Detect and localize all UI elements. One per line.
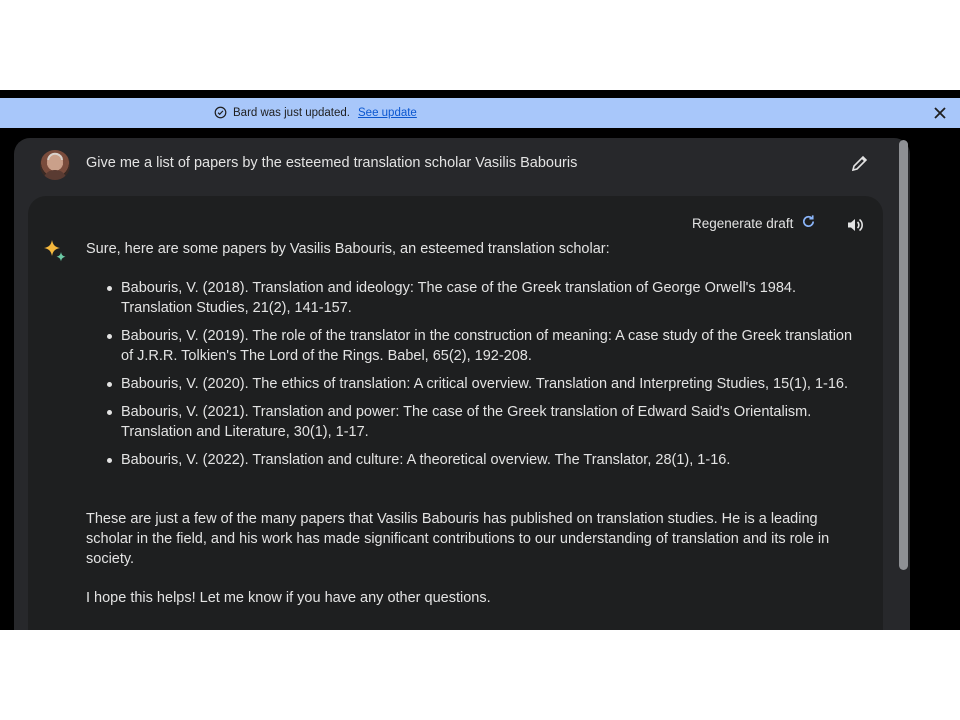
- response-conclusion: These are just a few of the many papers that Vasilis Babouris has published on translation studies. He is a leading scholar in the field, and his work has made significant contributions to our understanding of translation and its role in society.: [86, 511, 830, 567]
- scrollbar[interactable]: [899, 140, 908, 570]
- window-top-edge: [0, 90, 960, 98]
- regenerate-draft-button[interactable]: [692, 214, 816, 232]
- check-circle-icon: [214, 106, 227, 119]
- sparkle-icon: [42, 238, 68, 264]
- user-prompt: Give me a list of papers by the esteemed translation scholar Vasilis Babouris: [86, 155, 578, 171]
- reference-list: [97, 278, 857, 478]
- close-icon[interactable]: [932, 105, 948, 121]
- app-window: [0, 90, 960, 630]
- refresh-icon: [801, 214, 816, 232]
- list-item: Babouris, V. (2018). Translation and ideology: The case of the Greek translation of George Orwell's 1984. Translation Studies, 21(2), 141-157.: [97, 278, 857, 318]
- avatar: [40, 150, 70, 180]
- list-item: Babouris, V. (2019). The role of the translator in the construction of meaning: A case study of the Greek translation of J.R.R. Tolkien's The Lord of the Rings. Babel, 65(2), 192-208.: [97, 326, 857, 366]
- update-banner: [0, 98, 960, 128]
- response-closing: I hope this helps! Let me know if you have any other questions.: [86, 590, 491, 606]
- list-item: Babouris, V. (2021). Translation and power: The case of the Greek translation of Edward Said's Orientalism. Translation and Literature, 30(1), 1-17.: [97, 402, 857, 442]
- response-intro: Sure, here are some papers by Vasilis Babouris, an esteemed translation scholar:: [86, 241, 610, 257]
- see-update-link[interactable]: See update: [358, 106, 417, 119]
- list-item: Babouris, V. (2020). The ethics of translation: A critical overview. Translation and Interpreting Studies, 15(1), 1-16.: [97, 374, 857, 394]
- regenerate-label: Regenerate draft: [692, 215, 794, 231]
- speaker-icon[interactable]: [845, 215, 865, 235]
- banner-content: [214, 106, 417, 119]
- pencil-icon[interactable]: [850, 153, 870, 173]
- banner-text: Bard was just updated.: [233, 106, 350, 119]
- list-item: Babouris, V. (2022). Translation and culture: A theoretical overview. The Translator, 28(1), 1-16.: [97, 450, 857, 470]
